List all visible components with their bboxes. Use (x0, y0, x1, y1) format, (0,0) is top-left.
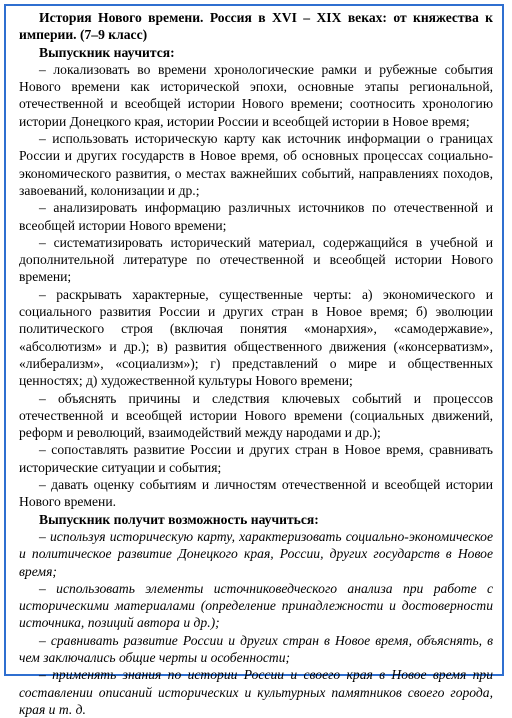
opportunity-item: – сравнивать развитие России и других стран в Новое время, объяснять, в чем заключались общие черты и особенности; (19, 632, 493, 665)
opportunity-item: – применять знания по истории России и своего края в Новое время при составлении описаний исторических и культурных памятников своего города, края и т. д. (19, 667, 493, 717)
document-title: История Нового времени. Россия в XVI – XIX веках: от княжества к империи. (7–9 класс) (19, 10, 493, 43)
learn-item: – давать оценку событиям и личностям отечественной и всеобщей истории Нового времени. (19, 477, 493, 510)
opportunity-item: – использовать элементы источниковедческого анализа при работе с историческими материалами (определение принадлежности и достоверности источника, позиций автора и др.); (19, 580, 493, 631)
opportunity-item: – используя историческую карту, характеризовать социально-экономическое и политическое развитие Донецкого края, России, других государств в Новое время; (19, 528, 493, 579)
learn-item: – использовать историческую карту как источник информации о границах России и других государств в Новое время, об основных процессах социально-экономического развития, о местах важнейших событий, направлениях походов, завоеваний, колонизации и др.; (19, 131, 493, 198)
section-heading-learn: Выпускник научится: (39, 44, 175, 60)
learn-item: – объяснять причины и следствия ключевых событий и процессов отечественной и всеобщей истории Нового времени (социальных движений, реформ и революций, взаимодействий между народами и др.); (19, 390, 493, 441)
learn-item: – локализовать во времени хронологические рамки и рубежные события Нового времени как исторической эпохи, основные этапы региональной, отечественной и всеобщей истории Нового времени; соотносить хронологию истории Донецкого края, истории России и всеобщей истории в Новое время; (19, 61, 493, 129)
learn-item: – сопоставлять развитие России и других стран в Новое время, сравнивать исторические ситуации и события; (19, 442, 493, 475)
section-heading-opportunity: Выпускник получит возможность научиться: (39, 511, 319, 527)
learn-item: – систематизировать исторический материал, содержащийся в учебной и дополнительной литературе по отечественной и всеобщей истории Нового времени; (19, 234, 493, 285)
document-frame (4, 4, 504, 717)
learn-item: – анализировать информацию различных источников по отечественной и всеобщей истории Нового времени; (19, 200, 493, 233)
learn-item: – раскрывать характерные, существенные черты: а) экономического и социального развития России и других стран в Новое время; б) эволюции политического строя (включая понятия «монархия», «самодержавие», «абсолютизм» и др.); в) развития общественного движения («консерватизм», «либерализм», «социализм»); г) представлений о мире и общественных ценностях; д) художественной культуры Нового времени; (19, 286, 493, 389)
